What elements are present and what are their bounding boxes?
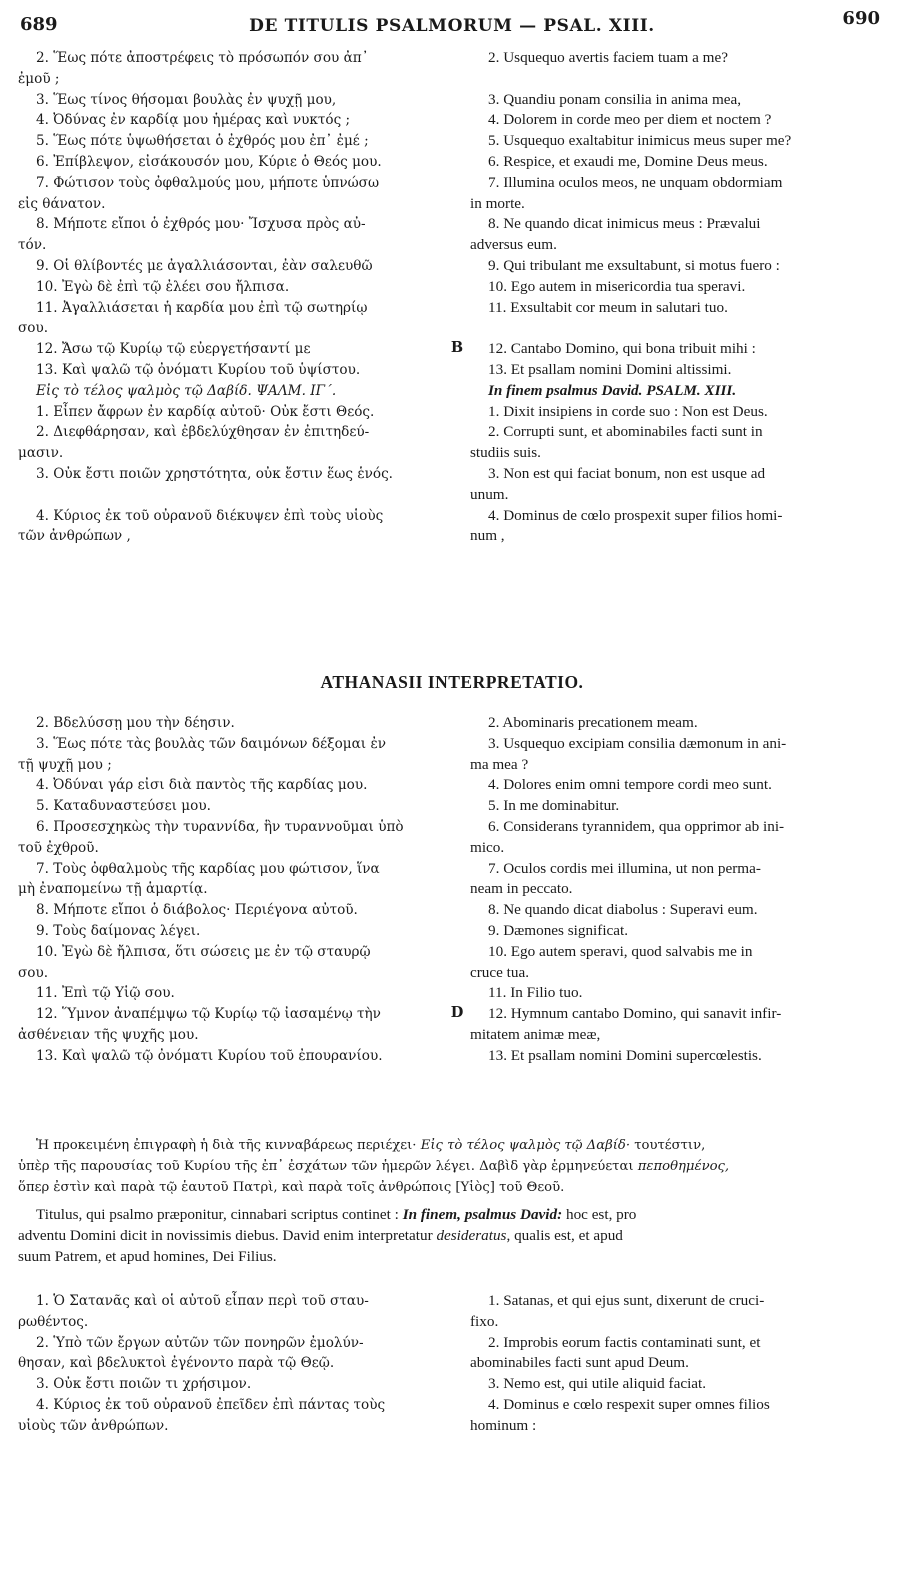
psalm-text-section xyxy=(0,48,904,547)
verse-row xyxy=(0,921,904,942)
greek-line: 1. Ὁ Σατανᾶς καὶ οἱ αὐτοῦ εἶπαν περὶ τοῦ σταυ- xyxy=(36,1293,369,1309)
latin-line: 8. Ne quando dicat inimicus meus : Prævalui xyxy=(488,215,761,233)
margin-marker: B xyxy=(450,339,464,357)
latin-text xyxy=(470,381,880,402)
latin-line: 1. Dixit insipiens in corde suo : Non est Deus. xyxy=(488,402,768,420)
latin-text xyxy=(470,1374,880,1395)
latin-line: 4. Dolores enim omni tempore cordi meo sunt. xyxy=(488,776,772,794)
greek-text xyxy=(18,713,444,734)
verse-row xyxy=(0,506,904,548)
verse-row xyxy=(0,817,904,859)
latin-text xyxy=(470,339,880,360)
greek-line: τοῦ ἐχθροῦ. xyxy=(18,839,99,856)
latin-text xyxy=(470,422,880,464)
greek-text xyxy=(18,1333,444,1375)
greek-line: 6. Ἐπίβλεψον, εἰσάκουσόν μου, Κύριε ὁ Θεός μου. xyxy=(36,153,382,170)
latin-text xyxy=(470,1004,880,1046)
latin-line: 4. Dolorem in corde meo per diem et noctem ? xyxy=(488,111,772,129)
verse-row xyxy=(0,339,904,360)
latin-line: studiis suis. xyxy=(470,444,541,462)
greek-line: σου. xyxy=(18,964,49,981)
greek-text xyxy=(18,796,444,817)
greek-text xyxy=(18,360,444,381)
latin-text xyxy=(470,921,880,942)
greek-text xyxy=(18,983,444,1004)
greek-line: 8. Μήποτε εἴποι ὁ ἐχθρός μου· Ἴσχυσα πρὸς αὐ- xyxy=(36,216,366,233)
greek-text xyxy=(18,277,444,298)
verse-rows xyxy=(0,713,904,1067)
verse-row xyxy=(0,983,904,1004)
latin-text xyxy=(470,1333,880,1375)
latin-line: 8. Ne quando dicat diabolus : Superavi eum. xyxy=(488,901,758,919)
latin-line: 13. Et psallam nomini Domini supercœlestis. xyxy=(488,1046,762,1064)
text-line: suum Patrem, et apud homines, Dei Filius. xyxy=(18,1248,277,1265)
verse-row xyxy=(0,360,904,381)
greek-text xyxy=(18,1291,444,1333)
greek-line: θησαν, καὶ βδελυκτοὶ ἐγένοντο παρὰ τῷ Θεῷ. xyxy=(18,1355,335,1372)
greek-line: Εἰς τὸ τέλος ψαλμὸς τῷ Δαβίδ. ΨΑΛΜ. ΙΓ΄. xyxy=(36,382,337,399)
greek-line: 4. Κύριος ἐκ τοῦ οὐρανοῦ ἐπεῖδεν ἐπὶ πάντας τοὺς xyxy=(36,1396,386,1413)
greek-text xyxy=(18,817,444,859)
latin-line: 2. Improbis eorum factis contaminati sunt, et xyxy=(488,1333,761,1351)
latin-line: 7. Oculos cordis mei illumina, ut non perma- xyxy=(488,859,761,877)
latin-text xyxy=(470,131,880,152)
greek-line: 2. Ὑπὸ τῶν ἔργων αὐτῶν τῶν πονηρῶν ἐμολύν- xyxy=(36,1334,364,1351)
greek-line: 13. Καὶ ψαλῶ τῷ ὀνόματι Κυρίου τοῦ ἐπουρανίου. xyxy=(36,1047,383,1064)
greek-line: 5. Ἕως πότε ὑψωθήσεται ὁ ἐχθρός μου ἐπ᾽ ἐμέ ; xyxy=(36,133,369,150)
latin-line: abominabiles facti sunt apud Deum. xyxy=(470,1354,689,1372)
text-line xyxy=(18,1225,886,1246)
interpretatio-heading: ATHANASII INTERPRETATIO. xyxy=(320,672,584,692)
greek-line: 2. Βδελύσσῃ μου τὴν δέησιν. xyxy=(36,715,235,731)
greek-text xyxy=(18,900,444,921)
greek-text xyxy=(18,1395,444,1437)
latin-line: 10. Ego autem speravi, quod salvabis me in xyxy=(488,942,753,960)
text-segment: Ἡ προκειμένη ἐπιγραφὴ ἡ διὰ τῆς κινναβάρεως περιέχει· xyxy=(36,1138,421,1153)
text-segment: ὑπὲρ τῆς παρουσίας τοῦ Κυρίου τῆς ἐπ᾽ ἐσχάτων τῶν ἡμερῶν λέγει. Δαβὶδ γὰρ ἑρμηνεύεται xyxy=(18,1159,638,1174)
greek-text xyxy=(18,422,444,464)
latin-line: 7. Illumina oculos meos, ne unquam obdormiam xyxy=(488,173,783,191)
latin-text xyxy=(470,1291,880,1333)
greek-text xyxy=(18,506,444,548)
greek-line: 1. Εἶπεν ἄφρων ἐν καρδίᾳ αὐτοῦ· Οὐκ ἔστι Θεός. xyxy=(36,403,375,420)
text-segment: Εἰς τὸ τέλος ψαλμὸς τῷ Δαβίδ· xyxy=(420,1138,631,1153)
latin-line: unum. xyxy=(470,485,509,503)
greek-text xyxy=(18,256,444,277)
bottom-verses-section xyxy=(0,1291,904,1437)
verse-row xyxy=(0,796,904,817)
latin-text xyxy=(470,775,880,796)
latin-text xyxy=(470,48,880,69)
greek-line: 4. Ὀδύναι γάρ εἰσι διὰ παντὸς τῆς καρδίας μου. xyxy=(36,777,368,794)
greek-line: ἀσθένειαν τῆς ψυχῆς μου. xyxy=(18,1026,199,1043)
latin-text xyxy=(470,1395,880,1437)
greek-line: 3. Οὐκ ἔστι ποιῶν χρηστότητα, οὐκ ἔστιν ἕως ἑνός. xyxy=(36,465,394,482)
greek-text xyxy=(18,859,444,901)
greek-text xyxy=(18,173,444,215)
greek-line: 10. Ἐγὼ δὲ ἤλπισα, ὅτι σώσεις με ἐν τῷ σταυρῷ xyxy=(36,943,371,960)
text-line xyxy=(18,1135,886,1156)
latin-line: 1. Satanas, et qui ejus sunt, dixerunt de cruci- xyxy=(488,1292,765,1309)
latin-line: 6. Respice, et exaudi me, Domine Deus meus. xyxy=(488,152,768,170)
verse-row xyxy=(0,1291,904,1333)
latin-line: 3. Quandiu ponam consilia in anima mea, xyxy=(488,90,742,108)
greek-text xyxy=(18,90,444,111)
text-line: ὅπερ ἐστὶν καὶ παρὰ τῷ ἑαυτοῦ Πατρὶ, καὶ παρὰ τοῖς ἀνθρώποις [Υἱὸς] τοῦ Θεοῦ. xyxy=(18,1180,565,1195)
latin-text xyxy=(470,277,880,298)
latin-line: 11. Exsultabit cor meum in salutari tuo. xyxy=(488,298,728,316)
text-segment: , qualis est, et apud xyxy=(506,1227,623,1244)
interpretatio-section xyxy=(0,713,904,1067)
latin-commentary-paragraph xyxy=(18,1204,886,1267)
greek-line: 2. Διεφθάρησαν, καὶ ἐβδελύχθησαν ἐν ἐπιτηδεύ- xyxy=(36,424,370,441)
latin-line: fixo. xyxy=(470,1312,499,1330)
latin-line: 9. Qui tribulant me exsultabunt, si motus fuero : xyxy=(488,256,780,274)
verse-row xyxy=(0,1004,904,1046)
greek-line: 4. Ὀδύνας ἐν καρδίᾳ μου ἡμέρας καὶ νυκτός ; xyxy=(36,112,351,129)
greek-line: 3. Οὐκ ἔστι ποιῶν τι χρήσιμον. xyxy=(36,1376,252,1393)
latin-line: 3. Usquequo excipiam consilia dæmonum in ani- xyxy=(488,734,787,752)
greek-text xyxy=(18,1004,444,1046)
latin-line: ma mea ? xyxy=(470,755,529,773)
latin-line: cruce tua. xyxy=(470,963,530,981)
margin-marker: D xyxy=(450,1004,464,1022)
greek-text xyxy=(18,775,444,796)
latin-text xyxy=(470,298,880,319)
text-segment: adventu Domini dicit in novissimis diebus. David enim interpretatur xyxy=(18,1227,437,1244)
latin-line: 4. Dominus e cœlo respexit super omnes filios xyxy=(488,1395,770,1413)
greek-line: 12. Ὕμνον ἀναπέμψω τῷ Κυρίῳ τῷ ἰασαμένῳ τὴν xyxy=(36,1006,381,1023)
latin-line: 5. Usquequo exaltabitur inimicus meus super me? xyxy=(488,132,792,150)
latin-line: adversus eum. xyxy=(470,236,557,254)
verse-row xyxy=(0,1395,904,1437)
latin-line: 2. Abominaris precationem meam. xyxy=(488,714,698,731)
latin-text xyxy=(470,734,880,776)
latin-text xyxy=(470,506,880,548)
verse-row xyxy=(0,1374,904,1395)
verse-row xyxy=(0,775,904,796)
latin-line: In finem psalmus David. PSALM. XIII. xyxy=(488,381,737,399)
greek-text xyxy=(18,214,444,256)
greek-text xyxy=(18,131,444,152)
greek-line: ἐμοῦ ; xyxy=(18,70,60,87)
latin-line: mitatem animæ meæ, xyxy=(470,1025,601,1043)
greek-line: εἰς θάνατον. xyxy=(18,195,106,212)
verse-row xyxy=(0,942,904,984)
verse-row xyxy=(0,173,904,215)
latin-text xyxy=(470,402,880,423)
verse-row xyxy=(0,464,904,506)
latin-text xyxy=(470,256,880,277)
page-number-left: 689 xyxy=(20,14,58,35)
verse-row xyxy=(0,298,904,340)
latin-text xyxy=(470,900,880,921)
greek-text xyxy=(18,1046,444,1067)
latin-text xyxy=(470,1046,880,1067)
verse-row xyxy=(0,214,904,256)
latin-text xyxy=(470,214,880,256)
greek-line: 6. Προσεσχηκὼς τὴν τυραννίδα, ἣν τυραννοῦμαι ὑπὸ xyxy=(36,818,404,835)
verse-row xyxy=(0,131,904,152)
greek-line: τῶν ἀνθρώπων , xyxy=(18,528,131,545)
greek-text xyxy=(18,110,444,131)
verse-row xyxy=(0,713,904,734)
latin-text xyxy=(470,983,880,1004)
verse-row xyxy=(0,90,904,111)
latin-line: 11. In Filio tuo. xyxy=(488,984,583,1002)
text-segment: In finem, psalmus David: xyxy=(402,1206,563,1223)
greek-text xyxy=(18,339,444,360)
greek-line: 2. Ἕως πότε ἀποστρέφεις τὸ πρόσωπόν σου ἀπ᾽ xyxy=(36,50,369,66)
greek-line: 13. Καὶ ψαλῶ τῷ ὀνόματι Κυρίου τοῦ ὑψίστου. xyxy=(36,361,361,378)
greek-line: τόν. xyxy=(18,237,47,254)
greek-text xyxy=(18,921,444,942)
latin-text xyxy=(470,173,880,215)
greek-line: σου. xyxy=(18,320,49,337)
latin-text xyxy=(470,796,880,817)
latin-text xyxy=(470,90,880,111)
latin-text xyxy=(470,360,880,381)
text-segment: τουτέστιν, xyxy=(630,1138,706,1153)
greek-text xyxy=(18,1374,444,1395)
verse-row xyxy=(0,859,904,901)
greek-line: μασιν. xyxy=(18,445,64,462)
greek-line: μὴ ἐναπομείνω τῇ ἁμαρτίᾳ. xyxy=(18,881,208,898)
greek-line: 7. Φώτισον τοὺς ὀφθαλμούς μου, μήποτε ὑπνώσω xyxy=(36,174,380,191)
latin-text xyxy=(470,859,880,901)
verse-row xyxy=(0,422,904,464)
latin-line: 12. Cantabo Domino, qui bona tribuit mihi : xyxy=(488,340,756,358)
greek-line: 9. Τοὺς δαίμονας λέγει. xyxy=(36,922,201,939)
text-segment: hoc est, pro xyxy=(562,1206,637,1223)
verse-row xyxy=(0,277,904,298)
running-title: DE TITULIS PSALMORUM — PSAL. XIII. xyxy=(249,16,655,36)
greek-line: 11. Ἀγαλλιάσεται ἡ καρδία μου ἐπὶ τῷ σωτηρίῳ xyxy=(36,299,368,316)
verse-row xyxy=(0,1046,904,1067)
latin-line: num , xyxy=(470,527,505,545)
greek-line: 9. Οἱ θλίβοντές με ἀγαλλιάσονται, ἐὰν σαλευθῶ xyxy=(36,257,373,274)
greek-line: 3. Ἕως τίνος θήσομαι βουλὰς ἐν ψυχῇ μου, xyxy=(36,91,337,108)
verse-row xyxy=(0,256,904,277)
latin-line: in morte. xyxy=(470,194,525,212)
latin-line: 5. In me dominabitur. xyxy=(488,797,620,815)
latin-line: 10. Ego autem in misericordia tua speravi. xyxy=(488,277,746,295)
latin-line: mico. xyxy=(470,838,505,856)
greek-text xyxy=(18,734,444,776)
latin-text xyxy=(470,942,880,984)
latin-line: 12. Hymnum cantabo Domino, qui sanavit infir- xyxy=(488,1005,782,1023)
latin-line: 3. Non est qui faciat bonum, non est usque ad xyxy=(488,464,766,482)
text-segment: πεποθημένος, xyxy=(637,1159,730,1174)
greek-line: ρωθέντος. xyxy=(18,1313,89,1330)
verse-row xyxy=(0,110,904,131)
verse-rows xyxy=(0,1291,904,1437)
latin-line: 9. Dæmones significat. xyxy=(488,921,629,939)
latin-line: hominum : xyxy=(470,1416,537,1434)
greek-text xyxy=(18,942,444,984)
latin-text xyxy=(470,817,880,859)
latin-line: 4. Dominus de cœlo prospexit super filios homi- xyxy=(488,506,783,524)
verse-row xyxy=(0,734,904,776)
greek-line: 12. Ἄσω τῷ Κυρίῳ τῷ εὐεργετήσαντί με xyxy=(36,341,311,358)
greek-text xyxy=(18,48,444,90)
latin-line: 13. Et psallam nomini Domini altissimi. xyxy=(488,360,732,378)
greek-text xyxy=(18,381,444,402)
latin-line: 2. Corrupti sunt, et abominabiles facti sunt in xyxy=(488,423,763,441)
greek-line: 10. Ἐγὼ δὲ ἐπὶ τῷ ἐλέει σου ἤλπισα. xyxy=(36,278,290,295)
text-line xyxy=(18,1204,886,1225)
latin-text xyxy=(470,713,880,734)
latin-text xyxy=(470,110,880,131)
latin-line: 3. Nemo est, qui utile aliquid faciat. xyxy=(488,1375,707,1393)
verse-row xyxy=(0,1333,904,1375)
greek-line: 3. Ἕως πότε τὰς βουλὰς τῶν δαιμόνων δέξομαι ἐν xyxy=(36,735,387,752)
greek-text xyxy=(18,152,444,173)
page-number-right: 690 xyxy=(842,8,880,29)
greek-line: υἱοὺς τῶν ἀνθρώπων. xyxy=(18,1417,169,1434)
verse-row xyxy=(0,402,904,423)
greek-line: τῇ ψυχῇ μου ; xyxy=(18,756,112,773)
greek-line: 4. Κύριος ἐκ τοῦ οὐρανοῦ διέκυψεν ἐπὶ τοὺς υἱοὺς xyxy=(36,507,384,524)
text-line xyxy=(18,1156,886,1177)
verse-rows xyxy=(0,48,904,547)
latin-line: 6. Considerans tyrannidem, qua opprimor ab ini- xyxy=(488,817,785,835)
verse-row xyxy=(0,152,904,173)
text-segment: desideratus xyxy=(436,1227,507,1244)
verse-row xyxy=(0,900,904,921)
latin-line: 2. Usquequo avertis faciem tuam a me? xyxy=(488,49,728,66)
latin-text xyxy=(470,464,880,506)
latin-text xyxy=(470,152,880,173)
greek-line: 7. Τοὺς ὀφθαλμοὺς τῆς καρδίας μου φώτισον, ἵνα xyxy=(36,860,380,877)
greek-commentary-paragraph xyxy=(18,1135,886,1198)
greek-line: 11. Ἐπὶ τῷ Υἱῷ σου. xyxy=(36,985,175,1002)
greek-line: 5. Καταδυναστεύσει μου. xyxy=(36,798,211,815)
verse-row xyxy=(0,381,904,402)
greek-text xyxy=(18,298,444,340)
verse-row xyxy=(0,48,904,90)
greek-text xyxy=(18,464,444,485)
text-segment: Titulus, qui psalmo præponitur, cinnabari scriptus continet : xyxy=(36,1206,403,1223)
greek-text xyxy=(18,402,444,423)
latin-line: neam in peccato. xyxy=(470,880,573,898)
page-header xyxy=(0,8,904,40)
greek-line: 8. Μήποτε εἴποι ὁ διάβολος· Περιέγονα αὐτοῦ. xyxy=(36,902,358,919)
